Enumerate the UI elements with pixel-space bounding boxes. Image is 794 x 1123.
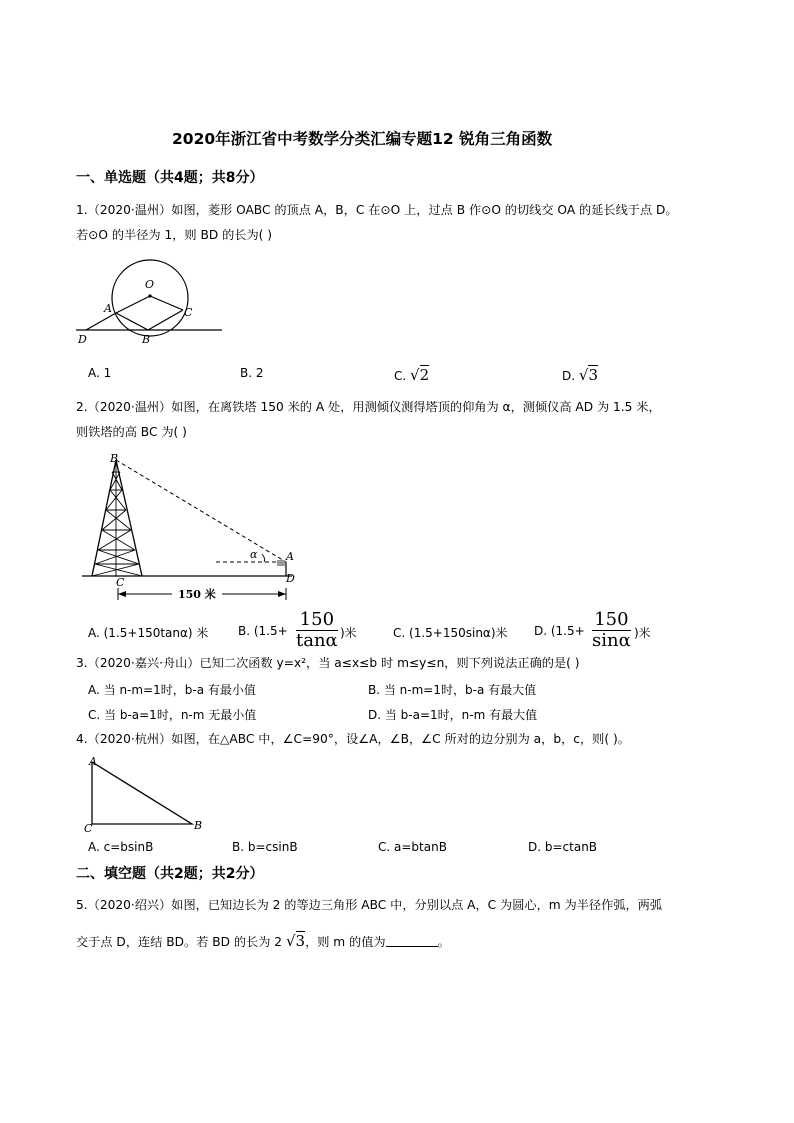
q4-option-c[interactable]: C. a=btanB	[378, 840, 447, 854]
question-5-text-line2	[76, 932, 450, 950]
q5-line2-suffix: ，则 m 的值为	[305, 935, 386, 949]
q1-option-c-radicand: 2	[419, 366, 430, 384]
question-5-text: 5.（2020·绍兴）如图，已知边长为 2 的等边三角形 ABC 中，分别以点 A，C 为圆心，m 为半径作弧，两弧	[76, 898, 663, 912]
q2-option-b-fraction	[296, 610, 338, 651]
circle-o	[112, 260, 188, 336]
label-d: D	[286, 572, 295, 585]
center-point	[148, 294, 151, 297]
q2-option-d-prefix: D. (1.5+	[534, 624, 585, 638]
label-c: C	[116, 576, 125, 589]
answer-blank[interactable]	[386, 934, 438, 947]
q3-option-b[interactable]: B. 当 n-m=1时，b-a 有最大值	[368, 683, 537, 697]
q1-option-b[interactable]: B. 2	[240, 366, 264, 380]
label-b: B	[110, 452, 119, 465]
page-title: 2020年浙江省中考数学分类汇编专题12 锐角三角函数	[172, 130, 553, 148]
section-heading-fill-in: 二、填空题（共2题；共2分）	[76, 866, 264, 882]
fraction-denominator: tanα	[296, 630, 338, 651]
q1-option-c-label: C.	[394, 369, 407, 383]
q4-option-b[interactable]: B. b=csinB	[232, 840, 298, 854]
question-1-text: 1.（2020·温州）如图，菱形 OABC 的顶点 A，B，C 在⊙O 上，过点 B 作⊙O 的切线交 OA 的延长线于点 D。	[76, 203, 678, 217]
q2-option-d-suffix: )米	[634, 626, 651, 640]
label-b: B	[142, 333, 151, 346]
triangle-abc	[92, 762, 192, 824]
label-c: C	[184, 306, 193, 319]
question-4-figure	[80, 752, 220, 836]
q5-line2-prefix: 交于点 D，连结 BD。若 BD 的长为 2	[76, 935, 283, 949]
fraction-numerator: 150	[296, 610, 338, 631]
tower-lattice	[92, 460, 142, 576]
sqrt-symbol: √	[578, 366, 589, 384]
label-a: A	[104, 302, 112, 315]
q3-option-a[interactable]: A. 当 n-m=1时，b-a 有最小值	[88, 683, 256, 697]
q1-option-a[interactable]: A. 1	[88, 366, 112, 380]
sqrt-symbol: √	[410, 366, 420, 384]
segment-ad	[86, 313, 116, 330]
sqrt-symbol: √	[285, 932, 296, 950]
q4-option-a[interactable]: A. c=bsinB	[88, 840, 154, 854]
label-o: O	[145, 278, 155, 291]
q3-option-d[interactable]: D. 当 b-a=1时，n-m 有最大值	[368, 708, 538, 722]
q2-option-b-prefix: B. (1.5+	[238, 624, 288, 638]
arrow-left-icon	[118, 591, 126, 597]
q2-option-a[interactable]: A. (1.5+150tanα) 米	[88, 626, 209, 640]
question-2-figure	[76, 448, 316, 608]
q1-option-d[interactable]	[562, 366, 598, 384]
label-distance: 150 米	[178, 588, 216, 601]
arrow-right-icon	[278, 591, 286, 597]
q5-line2-end: 。	[437, 935, 450, 949]
segment-oc	[150, 296, 183, 310]
tower-right-edge	[116, 460, 142, 576]
section-heading-single-choice: 一、单选题（共4题；共8分）	[76, 170, 264, 186]
question-2-text: 2.（2020·温州）如图，在离铁塔 150 米的 A 处，用测倾仪测得塔顶的仰角为 α，测倾仪高 AD 为 1.5 米，	[76, 400, 661, 414]
q5-radicand: 3	[295, 932, 306, 950]
inclinometer-icon	[277, 560, 285, 566]
label-alpha: α	[250, 548, 258, 561]
q3-option-c[interactable]: C. 当 b-a=1时，n-m 无最小值	[88, 708, 257, 722]
q2-option-b-suffix: )米	[340, 626, 357, 640]
tower-left-edge	[92, 460, 116, 576]
question-1-text-line2: 若⊙O 的半径为 1，则 BD 的长为( )	[76, 228, 273, 242]
sight-line	[116, 460, 286, 562]
question-3-text: 3.（2020·嘉兴·舟山）已知二次函数 y=x²，当 a≤x≤b 时 m≤y≤n，则下列说法正确的是( )	[76, 656, 580, 670]
label-a: A	[89, 755, 97, 768]
segment-cb	[148, 310, 183, 330]
q4-option-d[interactable]: D. b=ctanB	[528, 840, 598, 854]
label-b: B	[194, 819, 203, 832]
q1-option-d-label: D.	[562, 369, 576, 383]
angle-arc	[262, 554, 265, 562]
q1-option-c[interactable]	[394, 366, 429, 384]
question-2-text-line2: 则铁塔的高 BC 为( )	[76, 425, 187, 439]
question-4-text: 4.（2020·杭州）如图，在△ABC 中，∠C=90°，设∠A，∠B，∠C 所对的边分别为 a，b，c，则( )。	[76, 732, 630, 746]
segment-oa	[116, 296, 150, 313]
question-1-figure	[70, 250, 230, 350]
q2-option-d-fraction	[592, 610, 631, 651]
fraction-denominator: sinα	[592, 630, 631, 651]
label-c: C	[84, 822, 93, 835]
label-d: D	[78, 333, 87, 346]
label-a: A	[286, 550, 294, 563]
fraction-numerator: 150	[592, 610, 631, 631]
q2-option-c[interactable]: C. (1.5+150sinα)米	[393, 626, 508, 640]
q1-option-d-radicand: 3	[588, 366, 598, 384]
